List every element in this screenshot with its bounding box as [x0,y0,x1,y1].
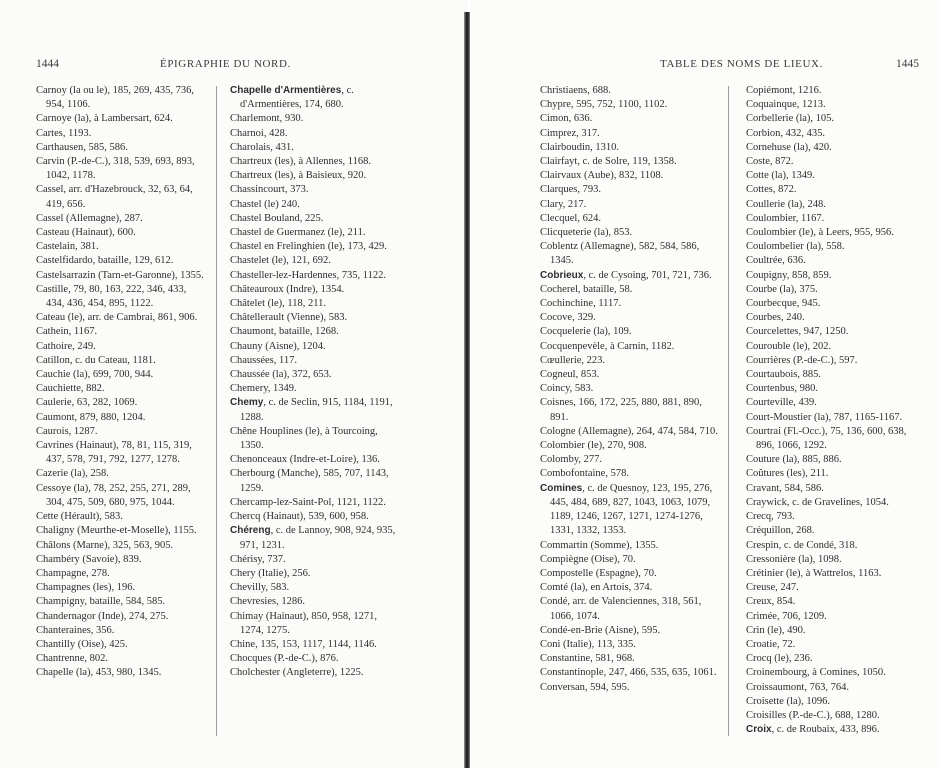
index-entry: Cazerie (la), 258. [36,468,109,480]
index-entry: Chantrenne, 802. [36,653,109,665]
index-entry: Chanteraines, 356. [36,624,115,636]
index-entry: Courouble (le), 202. [746,340,832,352]
index-entry: Coulombier (le), à Leers, 955, 956. [746,227,894,239]
index-entry: Chauny (Aisne), 1204. [230,340,326,352]
index-entry: Courteville, 439. [746,397,817,409]
index-entry: Cocherel, bataille, 58. [540,283,633,295]
index-entry: Chevilly, 583. [230,582,290,594]
index-entry: Constantinople, 247, 466, 535, 635, 1061. [540,667,717,679]
index-entry: Croatie, 72. [746,638,796,650]
index-entry: Coullerie (la), 248. [746,198,826,210]
index-entry: Courtenbus, 980. [746,383,819,395]
index-entry: Chastel en Frelinghien (le), 173, 429. [230,241,387,253]
index-entry: Comines, c. de Quesnoy, 123, 195, 276, 445, 484, 689, 827, 1043, 1063, 1079, 1189, 1246, 1267, 1271, 1274-1276, 1331, 1332, 1353. [540,482,713,537]
index-entry: Chantilly (Oise), 425. [36,638,128,650]
index-entry: Chassincourt, 373. [230,184,309,196]
index-entry: Courtrai (Fl.-Occ.), 75, 136, 600, 638, 896, 1066, 1292. [746,425,907,452]
index-entry: Castelfidardo, bataille, 129, 612. [36,255,174,267]
index-column-2 [230,84,402,681]
index-entry: Chandernagor (Inde), 274, 275. [36,610,169,622]
index-entry: Chine, 135, 153, 1117, 1144, 1146. [230,638,377,650]
index-entry: Chastel de Guermanez (le), 211. [230,227,366,239]
index-entry: Cocove, 329. [540,312,596,324]
index-entry: Chérisy, 737. [230,553,286,565]
index-entry: Chaussées, 117. [230,354,297,366]
index-entry: Conversan, 594, 595. [540,681,630,693]
index-entry: Constantine, 581, 968. [540,653,635,665]
index-entry: Cologne (Allemagne), 264, 474, 584, 710. [540,425,718,437]
index-entry: Cotte (la), 1349. [746,170,815,182]
index-entry: Castelain, 381. [36,241,99,253]
index-entry: Cottes, 872. [746,184,797,196]
index-entry: Coisnes, 166, 172, 225, 880, 881, 890, 891. [540,397,702,423]
index-entry: Chartreux (les), à Baisieux, 920. [230,170,367,182]
index-entry: Clary, 217. [540,198,587,210]
index-entry: Caurois, 1287. [36,425,98,437]
index-entry: Condé, arr. de Valenciennes, 318, 561, 1066, 1074. [540,596,702,622]
index-entry: Cathoire, 249. [36,340,96,352]
index-entry: Comté (la), en Artois, 374. [540,582,653,594]
index-entry: Condé-en-Brie (Aisne), 595. [540,624,661,636]
index-entry: Cassel (Allemagne), 287. [36,212,143,224]
index-entry: Cartes, 1193. [36,127,92,139]
index-entry: Clarques, 793. [540,184,601,196]
column-divider [216,86,217,736]
index-entry: Creux, 854. [746,596,796,608]
index-entry: Cocquelerie (la), 109. [540,326,632,338]
index-entry: Châtellerault (Vienne), 583. [230,312,348,324]
index-entry: Coni (Italie), 113, 335. [540,638,636,650]
index-entry: Crimée, 706, 1209. [746,610,827,622]
index-entry: Croix, c. de Roubaix, 433, 896. [746,724,880,736]
index-entry: Chastelet (le), 121, 692. [230,255,331,267]
index-entry: Charlemont, 930. [230,113,304,125]
index-entry: Cochinchine, 1117. [540,298,622,310]
index-entry: Cateau (le), arr. de Cambrai, 861, 906. [36,312,198,324]
index-column-3 [540,84,718,695]
index-entry: Caumont, 879, 880, 1204. [36,411,146,423]
index-entry: Cocquenpevèle, à Carnin, 1182. [540,340,675,352]
index-entry: Courbes, 240. [746,312,805,324]
index-entry: Cavrines (Hainaut), 78, 81, 115, 319, 437, 578, 791, 792, 1277, 1278. [36,440,192,466]
index-entry: Compiègne (Oise), 70. [540,553,636,565]
index-entry: Clairvaux (Aube), 832, 1108. [540,170,664,182]
index-entry: Charolais, 431. [230,141,294,153]
index-entry: Clairfayt, c. de Solre, 119, 1358. [540,156,677,168]
index-entry: Chéreng, c. de Lannoy, 908, 924, 935, 971, 1231. [230,525,396,551]
index-entry: Commartin (Somme), 1355. [540,539,659,551]
index-entry: Cherbourg (Manche), 585, 707, 1143, 1259. [230,468,389,494]
index-entry: Castelsarrazin (Tarn-et-Garonne), 1355. [36,269,204,281]
index-entry: Chercamp-lez-Saint-Pol, 1121, 1122. [230,496,386,508]
index-entry: Crétinier (le), à Wattrelos, 1163. [746,567,882,579]
index-entry: Croissaumont, 763, 764. [746,681,849,693]
index-entry: Champagne, 278. [36,567,110,579]
index-entry: Coincy, 583. [540,383,594,395]
index-entry: Chaumont, bataille, 1268. [230,326,339,338]
index-entry: Cathein, 1167. [36,326,98,338]
index-entry: Coblentz (Allemagne), 582, 584, 586, 1345. [540,241,700,267]
index-entry: Cessoye (la), 78, 252, 255, 271, 289, 304, 475, 509, 680, 975, 1044. [36,482,191,508]
index-entry: Cobrieux, c. de Cysoing, 701, 721, 736. [540,269,712,281]
index-entry: Carvin (P.-de-C.), 318, 539, 693, 893, 1042, 1178. [36,156,195,182]
index-entry: Crin (le), 490. [746,624,806,636]
index-entry: Cimon, 636. [540,113,593,125]
index-column-4 [746,84,914,737]
index-entry: Chapelle (la), 453, 980, 1345. [36,667,162,679]
index-entry: Chypre, 595, 752, 1100, 1102. [540,99,668,111]
index-entry: Carnoye (la), à Lambersart, 624. [36,113,173,125]
index-entry: Carnoy (la ou le), 185, 269, 435, 736, 954, 1106. [36,85,195,111]
index-entry: Cauchiette, 882. [36,383,105,395]
index-entry: Couture (la), 885, 886. [746,454,842,466]
index-entry: Clicqueterie (la), 853. [540,227,633,239]
index-entry: Coquainque, 1213. [746,99,826,111]
index-entry: Chambéry (Savoie), 839. [36,553,142,565]
index-entry: Cimprez, 317. [540,127,600,139]
index-entry: Champigny, bataille, 584, 585. [36,596,166,608]
page-number-right: 1445 [896,58,919,70]
page-number-left: 1444 [36,58,59,70]
index-entry: Coupigny, 858, 859. [746,269,832,281]
index-entry: Chenonceaux (Indre-et-Loire), 136. [230,454,380,466]
index-entry: Casteau (Hainaut), 600. [36,227,136,239]
index-entry: Coulombier, 1167. [746,212,825,224]
index-entry: Chocques (P.-de-C.), 876. [230,653,339,665]
index-entry: Courbecque, 945. [746,298,821,310]
index-entry: Chaligny (Meurthe-et-Moselle), 1155. [36,525,197,537]
index-entry: Courrières (P.-de-C.), 597. [746,354,858,366]
index-entry: Champagnes (les), 196. [36,582,136,594]
index-entry: Croinembourg, à Comines, 1050. [746,667,886,679]
index-entry: Cholchester (Angleterre), 1225. [230,667,364,679]
index-entry: Compostelle (Espagne), 70. [540,567,657,579]
index-entry: Cassel, arr. d'Hazebrouck, 32, 63, 64, 419, 656. [36,184,193,210]
index-entry: Chevresies, 1286. [230,596,305,608]
index-entry: Châteauroux (Indre), 1354. [230,283,345,295]
index-entry: Coultrée, 636. [746,255,806,267]
index-entry: Christiaens, 688. [540,85,611,96]
index-entry: Carthausen, 585, 586. [36,141,128,153]
index-entry: Coste, 872. [746,156,794,168]
index-entry: Charnoi, 428. [230,127,288,139]
index-entry: Craywick, c. de Gravelines, 1054. [746,496,889,508]
index-entry: Cravant, 584, 586. [746,482,824,494]
left-page [0,0,468,768]
index-entry: Courtaubois, 885. [746,369,821,381]
index-entry: Court-Moustier (la), 787, 1165-1167. [746,411,903,423]
index-entry: Châtelet (le), 118, 211. [230,298,327,310]
index-entry: Châlons (Marne), 325, 563, 905. [36,539,174,551]
index-entry: Chasteller-lez-Hardennes, 735, 1122. [230,269,386,281]
index-entry: Corbion, 432, 435. [746,127,826,139]
column-divider [728,86,729,736]
index-entry: Croisette (la), 1096. [746,695,830,707]
index-entry: Castille, 79, 80, 163, 222, 346, 433, 434, 436, 454, 895, 1122. [36,283,187,310]
index-entry: Chêne Houplines (le), à Tourcoing, 1350. [230,425,378,452]
index-entry: Courbe (la), 375. [746,283,818,295]
index-entry: Créquillon, 268. [746,525,815,537]
index-column-1 [36,84,206,681]
index-entry: Cogneul, 853. [540,369,600,381]
index-entry: Copiémont, 1216. [746,85,822,96]
index-entry: Cornehuse (la), 420. [746,141,832,153]
index-entry: Clairboudin, 1310. [540,141,620,153]
index-entry: Clecquel, 624. [540,212,601,224]
index-entry: Colombier (le), 270, 908. [540,440,647,452]
index-entry: Cette (Hérault), 583. [36,511,123,523]
index-entry: Chemy, c. de Seclin, 915, 1184, 1191, 1288. [230,397,393,423]
index-entry: Cauchie (la), 699, 700, 944. [36,369,154,381]
index-entry: Chemery, 1349. [230,383,297,395]
index-entry: Cœullerie, 223. [540,354,606,366]
index-entry: Croisilles (P.-de-C.), 688, 1280. [746,709,880,721]
index-entry: Cressonière (la), 1098. [746,553,842,565]
index-entry: Catillon, c. du Cateau, 1181. [36,354,156,366]
index-entry: Crocq (le), 236. [746,653,813,665]
index-entry: Chapelle d'Armentières, c. d'Armentières, 174, 680. [230,85,354,111]
index-entry: Creuse, 247. [746,582,799,594]
running-title-right: TABLE DES NOMS DE LIEUX. [660,58,823,70]
index-entry: Coûtures (les), 211. [746,468,829,480]
index-entry: Crecq, 793. [746,511,795,523]
index-entry: Chaussée (la), 372, 653. [230,369,332,381]
index-entry: Chastel (le) 240. [230,198,300,210]
index-entry: Chimay (Hainaut), 850, 958, 1271, 1274, 1275. [230,610,377,636]
index-entry: Chastel Bouland, 225. [230,212,324,224]
index-entry: Colomby, 277. [540,454,603,466]
index-entry: Crespin, c. de Condé, 318. [746,539,858,551]
index-entry: Chercq (Hainaut), 539, 600, 958. [230,511,369,523]
index-entry: Combofontaine, 578. [540,468,629,480]
index-entry: Coulombelier (la), 558. [746,241,845,253]
index-entry: Chery (Italie), 256. [230,567,311,579]
index-entry: Corbellerie (la), 105. [746,113,835,125]
index-entry: Chartreux (les), à Allennes, 1168. [230,156,372,168]
index-entry: Courcelettes, 947, 1250. [746,326,849,338]
running-title-left: ÉPIGRAPHIE DU NORD. [160,58,291,70]
index-entry: Caulerie, 63, 282, 1069. [36,397,138,409]
